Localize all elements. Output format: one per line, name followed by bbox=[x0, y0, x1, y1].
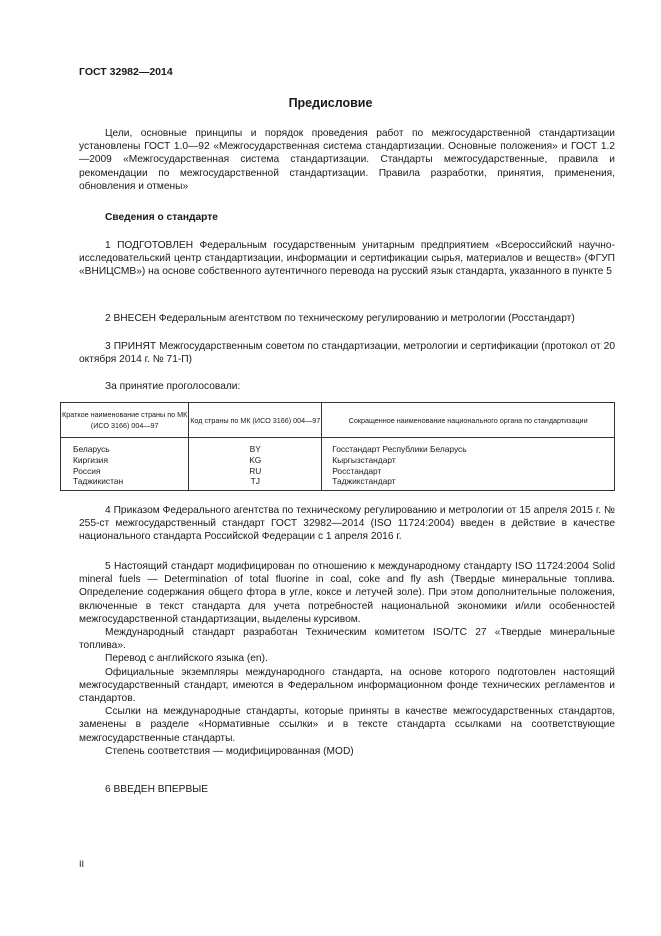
voting-table bbox=[60, 402, 615, 491]
about-heading: Сведения о стандарте bbox=[105, 212, 218, 223]
item-3-text: 3 ПРИНЯТ Межгосударственным советом по стандартизации, метрологии и сертификации (протокол от 20 октября 2014 г. № 71-П) bbox=[79, 341, 615, 366]
item-1-text: 1 ПОДГОТОВЛЕН Федеральным государственным унитарным предприятием «Всероссийский научно-исследовательский центр стандартизации, информации и сертификации сырья, материалов и веществ» (ФГУП «ВНИЦСМВ») на основе собственного аутентичного перевода на русский язык стандарта, указанного в пункте 5 bbox=[79, 240, 615, 278]
item-5-copies: Официальные экземпляры международного стандарта, на основе которого подготовлен настоящий межгосударственный стандарт, имеются в Федеральном информационном фонде технических регламентов и стандартов. bbox=[79, 666, 615, 705]
table-cell-country: Таджикистан bbox=[61, 476, 189, 490]
document-code-header: ГОСТ 32982—2014 bbox=[79, 66, 173, 78]
item-5-committee: Международный стандарт разработан Техническим комитетом ISO/TC 27 «Твердые минеральные топлива». bbox=[79, 627, 615, 652]
item-5-references: Ссылки на международные стандарты, которые приняты в качестве межгосударственных стандартов, заменены в разделе «Нормативные ссылки» и в тексте стандарта ссылками на соответствующие межгосударственные стандарты. bbox=[79, 706, 615, 744]
table-header-country: Краткое наименование страны по МК (ИСО 3166) 004—97 bbox=[61, 403, 189, 438]
page-number: II bbox=[79, 859, 85, 869]
item-2-text: 2 ВНЕСЕН Федеральным агентством по техническому регулированию и метрологии (Росстандарт) bbox=[105, 313, 575, 324]
item-4-text: 4 Приказом Федерального агентства по техническому регулированию и метрологии от 15 апреля 2015 г. № 255-ст межгосударственный стандарт ГОСТ 32982—2014 (ISO 11724:2004) введен в действие в качестве национального стандарта Российской Федерации с 1 апреля 2016 г. bbox=[79, 505, 615, 543]
item-1-paragraph bbox=[79, 239, 615, 279]
table-cell-body: Таджикстандарт bbox=[322, 476, 615, 490]
table-header-code: Код страны по МК (ИСО 3166) 004—97 bbox=[189, 403, 322, 438]
item-5-translation: Перевод с английского языка (en). bbox=[105, 653, 268, 665]
item-5-text: 5 Настоящий стандарт модифицирован по отношению к международному стандарту ISO 11724:2004 Solid mineral fuels — Determination of total fluorine in coal, coke and fly ash (Твердые минеральные топлива. Определение содержания общего фтора в угле, коксе и летучей золе). При этом дополнительные положения, включенные в текст стандарта для учета потребностей национальной экономики и/или особенностей межгосударственной стандартизации, выделены курсивом. bbox=[79, 561, 615, 625]
table-cell-code: TJ bbox=[189, 476, 322, 490]
voted-label: За принятие проголосовали: bbox=[105, 381, 241, 392]
table-header-body: Сокращенное наименование национального органа по стандартизации bbox=[322, 403, 615, 438]
item-6-text: 6 ВВЕДЕН ВПЕРВЫЕ bbox=[105, 784, 209, 795]
table-cell-body: Кыргызстандарт bbox=[322, 455, 615, 466]
table-row bbox=[61, 438, 615, 455]
table-cell-body: Росстандарт bbox=[322, 466, 615, 477]
table-row bbox=[61, 466, 615, 477]
table-cell-country: Киргизия bbox=[61, 455, 189, 466]
table-row bbox=[61, 455, 615, 466]
item-5-section bbox=[79, 560, 615, 758]
table-cell-code: KG bbox=[189, 455, 322, 466]
table-row bbox=[61, 476, 615, 490]
item-2-paragraph bbox=[79, 312, 615, 325]
table-cell-code: RU bbox=[189, 466, 322, 477]
table-cell-country: Беларусь bbox=[61, 438, 189, 455]
table-cell-country: Россия bbox=[61, 466, 189, 477]
table-header-row bbox=[61, 403, 615, 438]
page-title: Предисловие bbox=[288, 96, 373, 110]
item-3-paragraph bbox=[79, 340, 615, 366]
table-cell-body: Госстандарт Республики Беларусь bbox=[322, 438, 615, 455]
intro-paragraph bbox=[79, 127, 615, 193]
item-5-degree: Степень соответствия — модифицированная (MOD) bbox=[105, 745, 354, 757]
table-cell-code: BY bbox=[189, 438, 322, 455]
intro-text: Цели, основные принципы и порядок проведения работ по межгосударственной стандартизации установлены ГОСТ 1.0—92 «Межгосударственная система стандартизации. Основные положения» и ГОСТ 1.2—2009 «Межгосударственная система стандартизации. Стандарты межгосударственные, правила и рекомендации по межгосударственной стандартизации. Правила разработки, принятия, применения, обновления и отмены» bbox=[79, 128, 615, 192]
item-4-paragraph bbox=[79, 504, 615, 544]
